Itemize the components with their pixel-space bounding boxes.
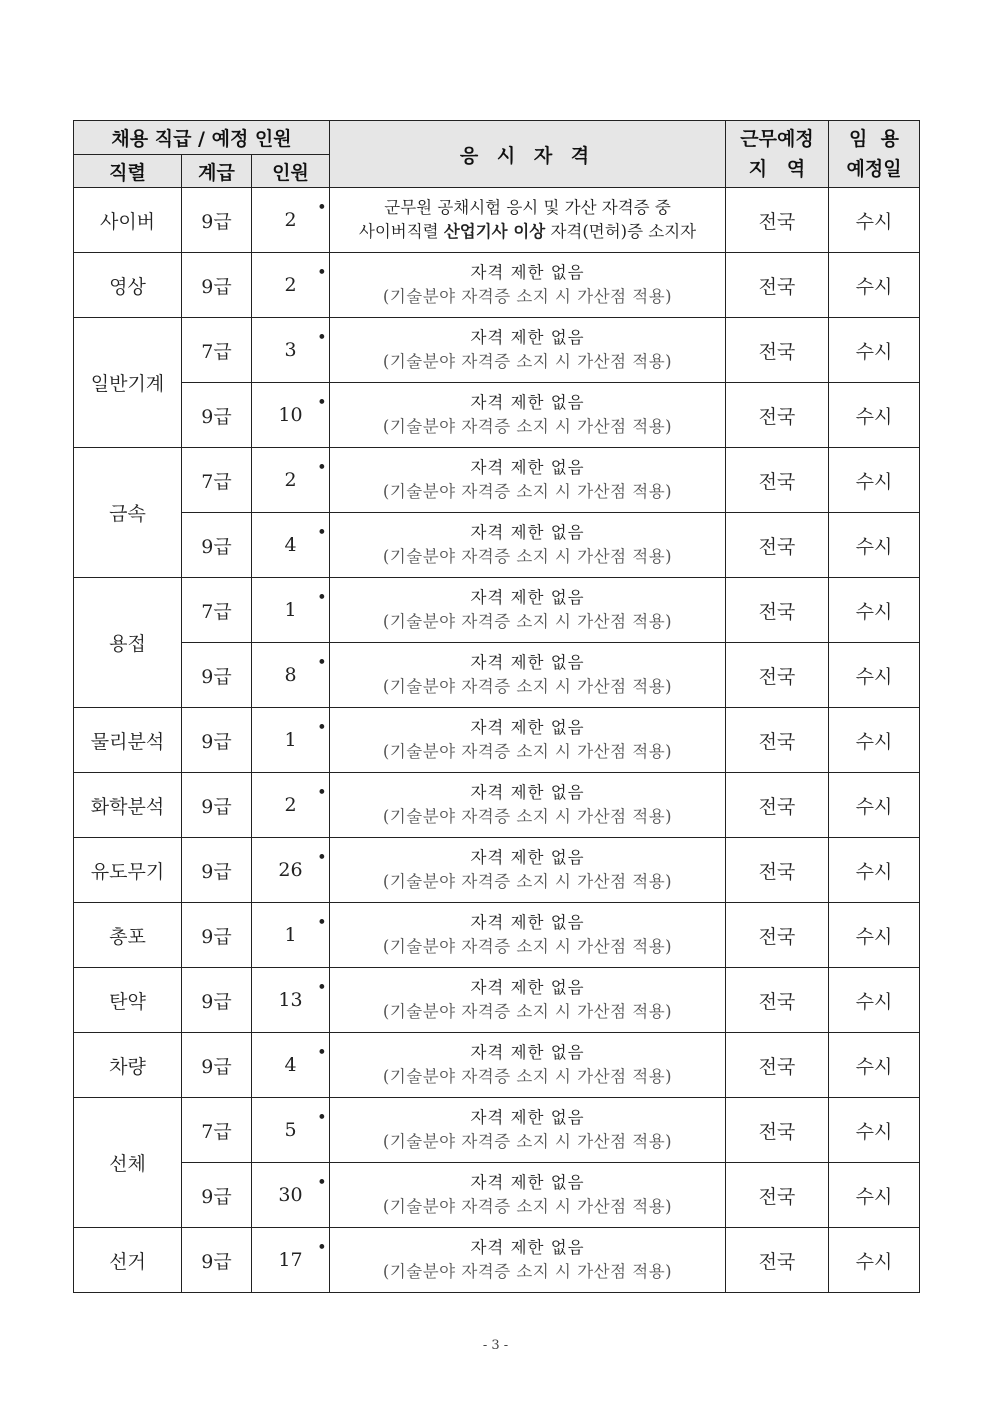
table-row	[74, 968, 920, 1033]
table-row	[74, 253, 920, 318]
bullet-icon: •	[317, 1108, 328, 1127]
qualification-text: 자격 제한 없음	[470, 458, 585, 477]
qualification-text: 자격 제한 없음	[470, 978, 585, 997]
recruitment-table	[73, 120, 920, 1293]
grade-cell: 7급	[182, 578, 252, 643]
header-series: 직렬	[74, 155, 182, 188]
qualification-note: (기술분야 자격증 소지 시 가산점 적용)	[382, 417, 673, 436]
region-cell: 전국	[726, 708, 829, 773]
grade-cell: 7급	[182, 318, 252, 383]
count-cell: 10	[252, 383, 330, 448]
qualification-cell	[317, 383, 726, 448]
qualification-note: (기술분야 자격증 소지 시 가산점 적용)	[382, 742, 673, 761]
grade-cell: 9급	[182, 188, 252, 253]
qualification-text: 자격 제한 없음	[470, 523, 585, 542]
table-row	[74, 773, 920, 838]
region-cell: 전국	[726, 773, 829, 838]
date-cell: 수시	[829, 383, 920, 448]
table-row	[74, 1033, 920, 1098]
date-cell: 수시	[829, 708, 920, 773]
qualification-cell	[317, 318, 726, 383]
bullet-icon: •	[317, 1173, 328, 1192]
qualification-line1	[317, 196, 725, 220]
qualification-text: 자격 제한 없음	[470, 848, 585, 867]
header-region-line1: 근무예정	[740, 128, 814, 150]
date-cell: 수시	[829, 1228, 920, 1293]
region-cell: 전국	[726, 513, 829, 578]
qualification-note: (기술분야 자격증 소지 시 가산점 적용)	[382, 1197, 673, 1216]
bullet-icon: •	[317, 393, 328, 412]
qualification-note: (기술분야 자격증 소지 시 가산점 적용)	[382, 1132, 673, 1151]
qualification-text: 자격 제한 없음	[470, 913, 585, 932]
header-grade: 계급	[182, 155, 252, 188]
header-date-line1: 임 용	[849, 128, 899, 150]
qualification-note: (기술분야 자격증 소지 시 가산점 적용)	[382, 547, 673, 566]
qualification-note: (기술분야 자격증 소지 시 가산점 적용)	[382, 872, 673, 891]
qualification-cell	[317, 513, 726, 578]
table-row	[74, 578, 920, 643]
region-cell: 전국	[726, 578, 829, 643]
date-cell: 수시	[829, 578, 920, 643]
bullet-icon: •	[317, 458, 328, 477]
qualification-note: (기술분야 자격증 소지 시 가산점 적용)	[382, 1067, 673, 1086]
count-cell: 4	[252, 1033, 330, 1098]
grade-cell: 7급	[182, 448, 252, 513]
bullet-icon: •	[317, 523, 328, 542]
count-cell: 1	[252, 708, 330, 773]
count-cell: 2	[252, 773, 330, 838]
qualification-cell	[317, 578, 726, 643]
count-cell: 8	[252, 643, 330, 708]
date-cell: 수시	[829, 643, 920, 708]
count-cell: 30	[252, 1163, 330, 1228]
bullet-icon: •	[317, 653, 328, 672]
grade-cell: 9급	[182, 513, 252, 578]
grade-cell: 9급	[182, 708, 252, 773]
bullet-icon: •	[317, 328, 328, 347]
series-cell: 화학분석	[74, 773, 182, 838]
qualification-text: 자격 제한 없음	[470, 393, 585, 412]
grade-cell: 9급	[182, 1228, 252, 1293]
region-cell: 전국	[726, 968, 829, 1033]
qualification-text: 자격 제한 없음	[470, 1043, 585, 1062]
bullet-icon: •	[317, 588, 328, 607]
qualification-note: (기술분야 자격증 소지 시 가산점 적용)	[382, 677, 673, 696]
series-cell: 유도무기	[74, 838, 182, 903]
count-cell: 5	[252, 1098, 330, 1163]
qualification-text: 자격 제한 없음	[470, 653, 585, 672]
qualification-text: 자격 제한 없음	[470, 1238, 585, 1257]
region-cell: 전국	[726, 1163, 829, 1228]
date-cell: 수시	[829, 838, 920, 903]
table-row	[74, 318, 920, 383]
grade-cell: 9급	[182, 773, 252, 838]
grade-cell: 9급	[182, 1033, 252, 1098]
qualification-text: 자격 제한 없음	[470, 588, 585, 607]
qualification-note: (기술분야 자격증 소지 시 가산점 적용)	[382, 482, 673, 501]
grade-cell: 9급	[182, 253, 252, 318]
series-cell: 용접	[74, 578, 182, 708]
count-cell: 4	[252, 513, 330, 578]
qualification-cell	[317, 1033, 726, 1098]
table-row	[74, 838, 920, 903]
series-cell: 선체	[74, 1098, 182, 1228]
qualification-text: 자격 제한 없음	[470, 783, 585, 802]
header-date-line2: 예정일	[846, 158, 902, 180]
region-cell: 전국	[726, 1033, 829, 1098]
header-count: 인원	[252, 155, 330, 188]
grade-cell: 9급	[182, 1163, 252, 1228]
series-cell: 탄약	[74, 968, 182, 1033]
table-header	[74, 121, 920, 188]
series-cell: 총포	[74, 903, 182, 968]
qualification-note: (기술분야 자격증 소지 시 가산점 적용)	[382, 287, 673, 306]
bullet-icon: •	[317, 1238, 328, 1257]
region-cell: 전국	[726, 838, 829, 903]
series-cell: 금속	[74, 448, 182, 578]
series-cell: 영상	[74, 253, 182, 318]
table-row	[74, 448, 920, 513]
region-cell: 전국	[726, 448, 829, 513]
count-cell: 13	[252, 968, 330, 1033]
qualification-cell	[317, 1098, 726, 1163]
date-cell: 수시	[829, 188, 920, 253]
bullet-icon: •	[317, 783, 328, 802]
qualification-line2	[330, 220, 725, 244]
region-cell: 전국	[726, 643, 829, 708]
count-cell: 1	[252, 903, 330, 968]
date-cell: 수시	[829, 773, 920, 838]
region-cell: 전국	[726, 1228, 829, 1293]
table-row	[74, 708, 920, 773]
series-cell: 사이버	[74, 188, 182, 253]
series-cell: 차량	[74, 1033, 182, 1098]
region-cell: 전국	[726, 253, 829, 318]
qualification-cell	[317, 643, 726, 708]
date-cell: 수시	[829, 1098, 920, 1163]
qualification-post: 자격(면허)증 소지자	[545, 222, 697, 241]
qualification-cell	[317, 188, 726, 253]
bullet-icon: •	[317, 978, 328, 997]
bullet-icon: •	[317, 913, 328, 932]
qualification-cell	[317, 1228, 726, 1293]
qualification-text: 자격 제한 없음	[470, 1173, 585, 1192]
qualification-text: 자격 제한 없음	[470, 718, 585, 737]
qualification-text: 자격 제한 없음	[470, 1108, 585, 1127]
date-cell: 수시	[829, 253, 920, 318]
table-row	[74, 1098, 920, 1163]
bullet-icon: •	[317, 848, 328, 867]
qualification-cell	[317, 903, 726, 968]
grade-cell: 7급	[182, 1098, 252, 1163]
count-cell: 17	[252, 1228, 330, 1293]
qualification-cell	[317, 1163, 726, 1228]
bullet-icon: •	[317, 263, 328, 282]
grade-cell: 9급	[182, 643, 252, 708]
grade-cell: 9급	[182, 903, 252, 968]
header-region	[726, 121, 829, 188]
qualification-cell	[317, 968, 726, 1033]
qualification-note: (기술분야 자격증 소지 시 가산점 적용)	[382, 1262, 673, 1281]
qualification-note: (기술분야 자격증 소지 시 가산점 적용)	[382, 937, 673, 956]
qualification-text: 자격 제한 없음	[470, 328, 585, 347]
qualification-note: (기술분야 자격증 소지 시 가산점 적용)	[382, 352, 673, 371]
grade-cell: 9급	[182, 838, 252, 903]
series-cell: 일반기계	[74, 318, 182, 448]
qualification-note: (기술분야 자격증 소지 시 가산점 적용)	[382, 807, 673, 826]
table-row	[74, 513, 920, 578]
qualification-cell	[317, 448, 726, 513]
date-cell: 수시	[829, 1033, 920, 1098]
date-cell: 수시	[829, 903, 920, 968]
qualification-text: 군무원 공채시험 응시 및 가산 자격증 중	[384, 198, 671, 217]
count-cell: 1	[252, 578, 330, 643]
qualification-cell	[317, 708, 726, 773]
series-cell: 선거	[74, 1228, 182, 1293]
count-cell: 2	[252, 188, 330, 253]
date-cell: 수시	[829, 513, 920, 578]
table-row	[74, 1163, 920, 1228]
qualification-text: 자격 제한 없음	[470, 263, 585, 282]
count-cell: 26	[252, 838, 330, 903]
bullet-icon: •	[317, 198, 327, 217]
header-group-title: 채용 직급 / 예정 인원	[74, 121, 330, 155]
region-cell: 전국	[726, 318, 829, 383]
qualification-cell	[317, 838, 726, 903]
series-cell: 물리분석	[74, 708, 182, 773]
qualification-bold: 산업기사 이상	[443, 222, 546, 241]
qualification-cell	[317, 253, 726, 318]
table-row	[74, 903, 920, 968]
count-cell: 2	[252, 448, 330, 513]
region-cell: 전국	[726, 903, 829, 968]
grade-cell: 9급	[182, 968, 252, 1033]
qualification-pre: 사이버직렬	[358, 222, 444, 241]
count-cell: 3	[252, 318, 330, 383]
region-cell: 전국	[726, 188, 829, 253]
table-body	[74, 188, 920, 1293]
date-cell: 수시	[829, 1163, 920, 1228]
date-cell: 수시	[829, 968, 920, 1033]
table-row	[74, 643, 920, 708]
bullet-icon: •	[317, 718, 328, 737]
table-row	[74, 383, 920, 448]
header-region-line2: 지 역	[748, 158, 806, 180]
grade-cell: 9급	[182, 383, 252, 448]
region-cell: 전국	[726, 383, 829, 448]
table-row	[74, 188, 920, 253]
header-appointment-date	[829, 121, 920, 188]
date-cell: 수시	[829, 448, 920, 513]
qualification-note: (기술분야 자격증 소지 시 가산점 적용)	[382, 1002, 673, 1021]
region-cell: 전국	[726, 1098, 829, 1163]
date-cell: 수시	[829, 318, 920, 383]
page-number: - 3 -	[482, 1338, 509, 1353]
count-cell: 2	[252, 253, 330, 318]
qualification-cell	[317, 773, 726, 838]
table-row	[74, 1228, 920, 1293]
qualification-note: (기술분야 자격증 소지 시 가산점 적용)	[382, 612, 673, 631]
bullet-icon: •	[317, 1043, 328, 1062]
header-qualification: 응 시 자 격	[330, 121, 726, 188]
